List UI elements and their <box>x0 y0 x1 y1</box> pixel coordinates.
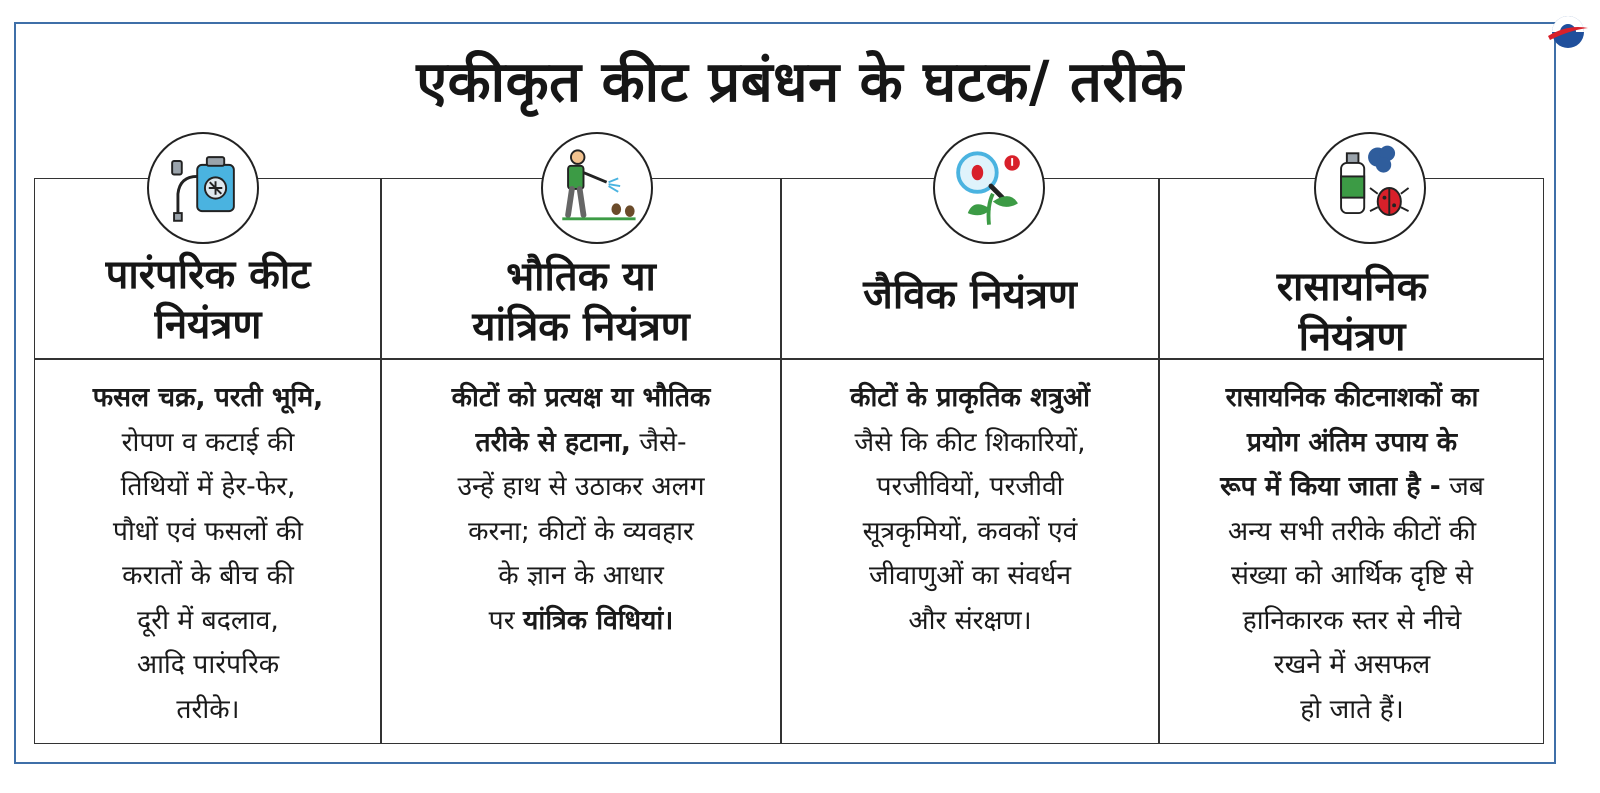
body-text-bold: रूप में किया जाता है - <box>1220 471 1441 502</box>
sprayer-tank-icon <box>147 132 259 244</box>
body-line <box>782 376 1158 421</box>
body-line <box>36 465 380 510</box>
body-text: और संरक्षण। <box>908 604 1032 636</box>
body-line <box>36 599 380 644</box>
body-line <box>36 688 380 733</box>
heading-line: रासायनिक <box>1276 264 1428 310</box>
body-line <box>36 554 380 599</box>
heading-line: नियंत्रण <box>1298 314 1406 360</box>
body-line <box>36 421 380 466</box>
body-text: उन्हें हाथ से उठाकर अलग <box>457 471 705 502</box>
body-text: आदि पारंपरिक <box>136 649 280 680</box>
body-line <box>782 421 1158 466</box>
body-text: हो जाते हैं। <box>1300 693 1404 725</box>
body-line <box>1160 421 1544 466</box>
body-text: तरीके। <box>176 693 240 725</box>
body-line <box>36 376 380 421</box>
body-line <box>1160 554 1544 599</box>
body-text: करातों के बीच की <box>122 560 294 591</box>
body-text: दूरी में बदलाव, <box>137 604 279 636</box>
body-text: के ज्ञान के आधार <box>498 560 664 591</box>
body-text: हानिकारक स्तर से नीचे <box>1242 604 1462 636</box>
body-line <box>36 643 380 688</box>
body-text-bold: कीटों को प्रत्यक्ष या भौतिक <box>451 382 711 413</box>
magnifier-bug-plant-icon <box>933 132 1045 244</box>
body-text-bold: फसल चक्र, परती भूमि, <box>92 382 324 413</box>
body-text: रोपण व कटाई की <box>121 426 295 458</box>
body-text-bold: प्रयोग अंतिम उपाय के <box>1246 426 1458 458</box>
heading-line: यांत्रिक नियंत्रण <box>472 304 690 350</box>
body-text: पौधों एवं फसलों की <box>112 515 304 547</box>
body-line <box>1160 599 1544 644</box>
heading-line: पारंपरिक कीट <box>105 252 311 298</box>
body-text: जैसे कि कीट शिकारियों, <box>854 426 1086 458</box>
body-line <box>1160 643 1544 688</box>
body-text: करना; कीटों के व्यवहार <box>468 515 694 547</box>
heading-line: भौतिक या <box>506 254 656 300</box>
person-spraying-icon <box>541 132 653 244</box>
column-heading-traditional <box>36 250 380 350</box>
body-line <box>382 376 780 421</box>
spray-can-bug-icon <box>1314 132 1426 244</box>
body-text: जब <box>1440 471 1484 502</box>
body-line <box>36 510 380 555</box>
body-text-bold: यांत्रिक विधियां। <box>522 604 674 636</box>
body-line <box>382 554 780 599</box>
body-text: संख्या को आर्थिक दृष्टि से <box>1230 560 1474 591</box>
body-text: अन्य सभी तरीके कीटों की <box>1227 515 1477 547</box>
body-line <box>782 599 1158 644</box>
column-body-biological <box>782 376 1158 643</box>
column-body-traditional <box>36 376 380 732</box>
body-text: परजीवियों, परजीवी <box>876 471 1064 502</box>
column-heading-physical <box>382 252 780 352</box>
body-line <box>1160 688 1544 733</box>
body-text: जीवाणुओं का संवर्धन <box>868 560 1072 591</box>
body-line <box>1160 510 1544 555</box>
body-text: तिथियों में हेर-फेर, <box>120 471 296 502</box>
body-line <box>782 554 1158 599</box>
column-body-chemical <box>1160 376 1544 732</box>
column-body-physical <box>382 376 780 643</box>
heading-line: नियंत्रण <box>154 302 262 348</box>
body-text: जैसे- <box>630 426 687 458</box>
body-line <box>782 465 1158 510</box>
body-text-bold: रासायनिक कीटनाशकों का <box>1225 382 1479 413</box>
body-text-bold: तरीके से हटाना, <box>475 426 631 458</box>
body-text: रखने में असफल <box>1273 649 1431 680</box>
body-line <box>1160 465 1544 510</box>
body-line <box>382 465 780 510</box>
body-text: सूत्रकृमियों, कवकों एवं <box>862 515 1078 547</box>
body-text-bold: कीटों के प्राकृतिक शत्रुओं <box>850 382 1090 413</box>
body-line <box>382 510 780 555</box>
body-text: पर <box>488 604 523 636</box>
column-heading-biological <box>782 270 1158 320</box>
body-line <box>782 510 1158 555</box>
body-line <box>382 421 780 466</box>
column-heading-chemical <box>1160 262 1544 362</box>
page-title: एकीकृत कीट प्रबंधन के घटक/ तरीके <box>416 50 1184 115</box>
body-line <box>382 599 780 644</box>
heading-line: जैविक नियंत्रण <box>863 272 1077 318</box>
body-line <box>1160 376 1544 421</box>
